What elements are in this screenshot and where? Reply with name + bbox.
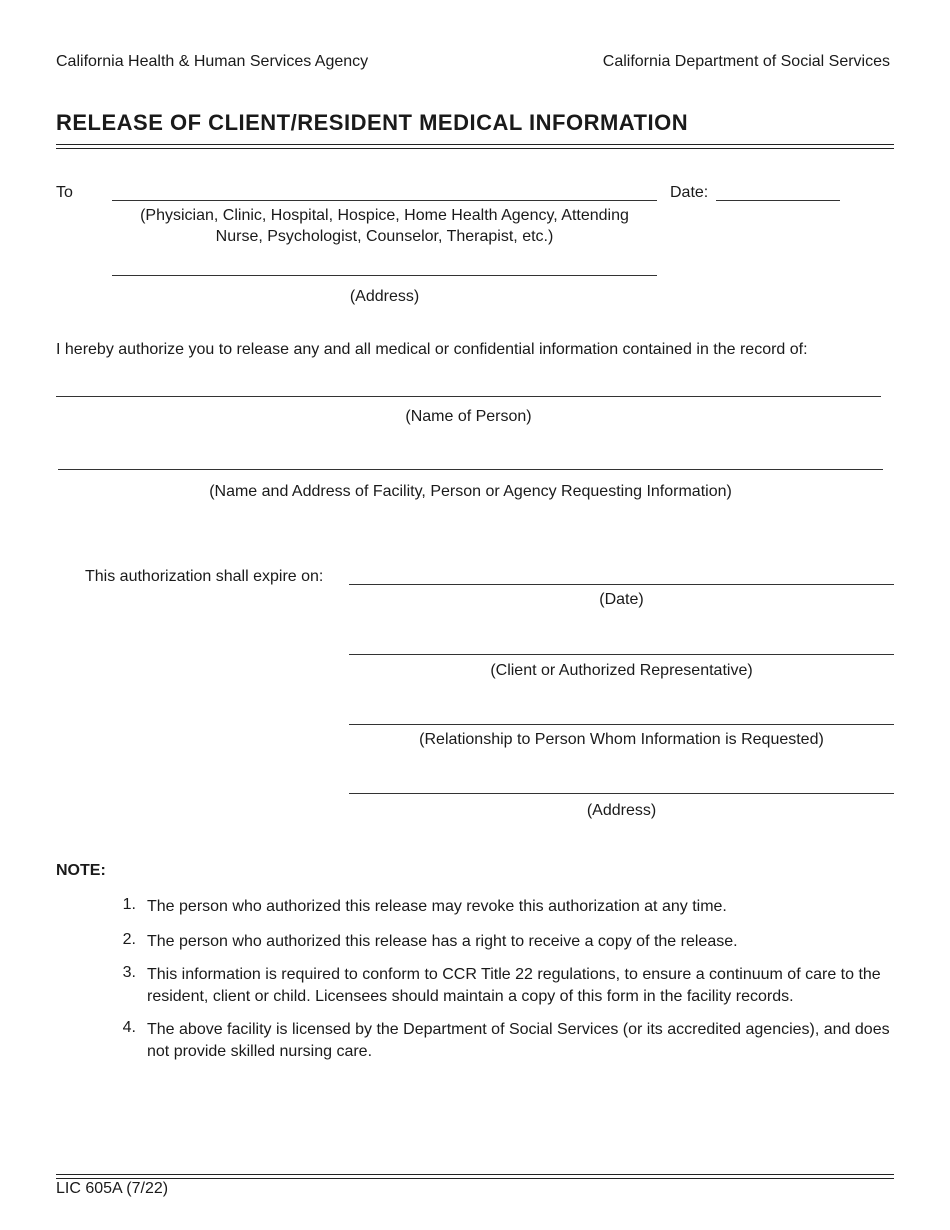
note-item-number: 2. xyxy=(122,931,136,948)
expire-date-field[interactable] xyxy=(349,584,894,585)
person-name-field[interactable] xyxy=(56,396,881,397)
recipient-address-field[interactable] xyxy=(112,275,657,276)
recipient-address-hint: (Address) xyxy=(349,288,420,305)
client-signature-hint: (Client or Authorized Representative) xyxy=(490,662,753,679)
client-signature-field[interactable] xyxy=(349,654,894,655)
recipient-field[interactable] xyxy=(112,200,657,201)
date-field[interactable] xyxy=(716,200,840,201)
facility-field[interactable] xyxy=(58,469,883,470)
representative-address-field[interactable] xyxy=(349,793,894,794)
relationship-field[interactable] xyxy=(349,724,894,725)
note-item-number: 3. xyxy=(122,964,136,981)
agency-name: California Health & Human Services Agency xyxy=(56,53,369,70)
authorization-statement: I hereby authorize you to release any and all medical or confidential information contained in the record of: xyxy=(56,341,808,358)
recipient-hint xyxy=(112,205,657,247)
relationship-hint: (Relationship to Person Whom Information is Requested) xyxy=(419,731,824,748)
recipient-hint-line-1: (Physician, Clinic, Hospital, Hospice, Home Health Agency, Attending xyxy=(140,207,629,224)
form-id: LIC 605A (7/22) xyxy=(56,1180,169,1197)
note-item-text: The person who authorized this release may revoke this authorization at any time. xyxy=(147,898,727,915)
footer-divider xyxy=(56,1174,894,1179)
note-label: NOTE: xyxy=(56,862,106,879)
date-label: Date: xyxy=(670,184,709,201)
note-item-text: The above facility is licensed by the Department of Social Services (or its accredited agencies), and does not provide skilled nursing care. xyxy=(147,1021,890,1060)
recipient-hint-line-2: Nurse, Psychologist, Counselor, Therapist, etc.) xyxy=(215,228,554,245)
expire-date-hint: (Date) xyxy=(599,591,644,608)
representative-address-hint: (Address) xyxy=(586,802,657,819)
to-label: To xyxy=(56,184,73,201)
note-item-text: The person who authorized this release has a right to receive a copy of the release. xyxy=(147,933,738,950)
page-title: RELEASE OF CLIENT/RESIDENT MEDICAL INFORMATION xyxy=(56,110,689,135)
note-item-text: This information is required to conform to CCR Title 22 regulations, to ensure a continuum of care to the resident, client or child. Licensees should maintain a copy of this form in the facility records. xyxy=(147,966,881,1005)
title-divider xyxy=(56,144,894,149)
note-item-number: 4. xyxy=(122,1019,136,1036)
facility-hint: (Name and Address of Facility, Person or Agency Requesting Information) xyxy=(209,483,732,500)
person-name-hint: (Name of Person) xyxy=(405,408,532,425)
note-item-number: 1. xyxy=(122,896,136,913)
department-name: California Department of Social Services xyxy=(602,53,890,70)
expire-label: This authorization shall expire on: xyxy=(85,568,324,585)
